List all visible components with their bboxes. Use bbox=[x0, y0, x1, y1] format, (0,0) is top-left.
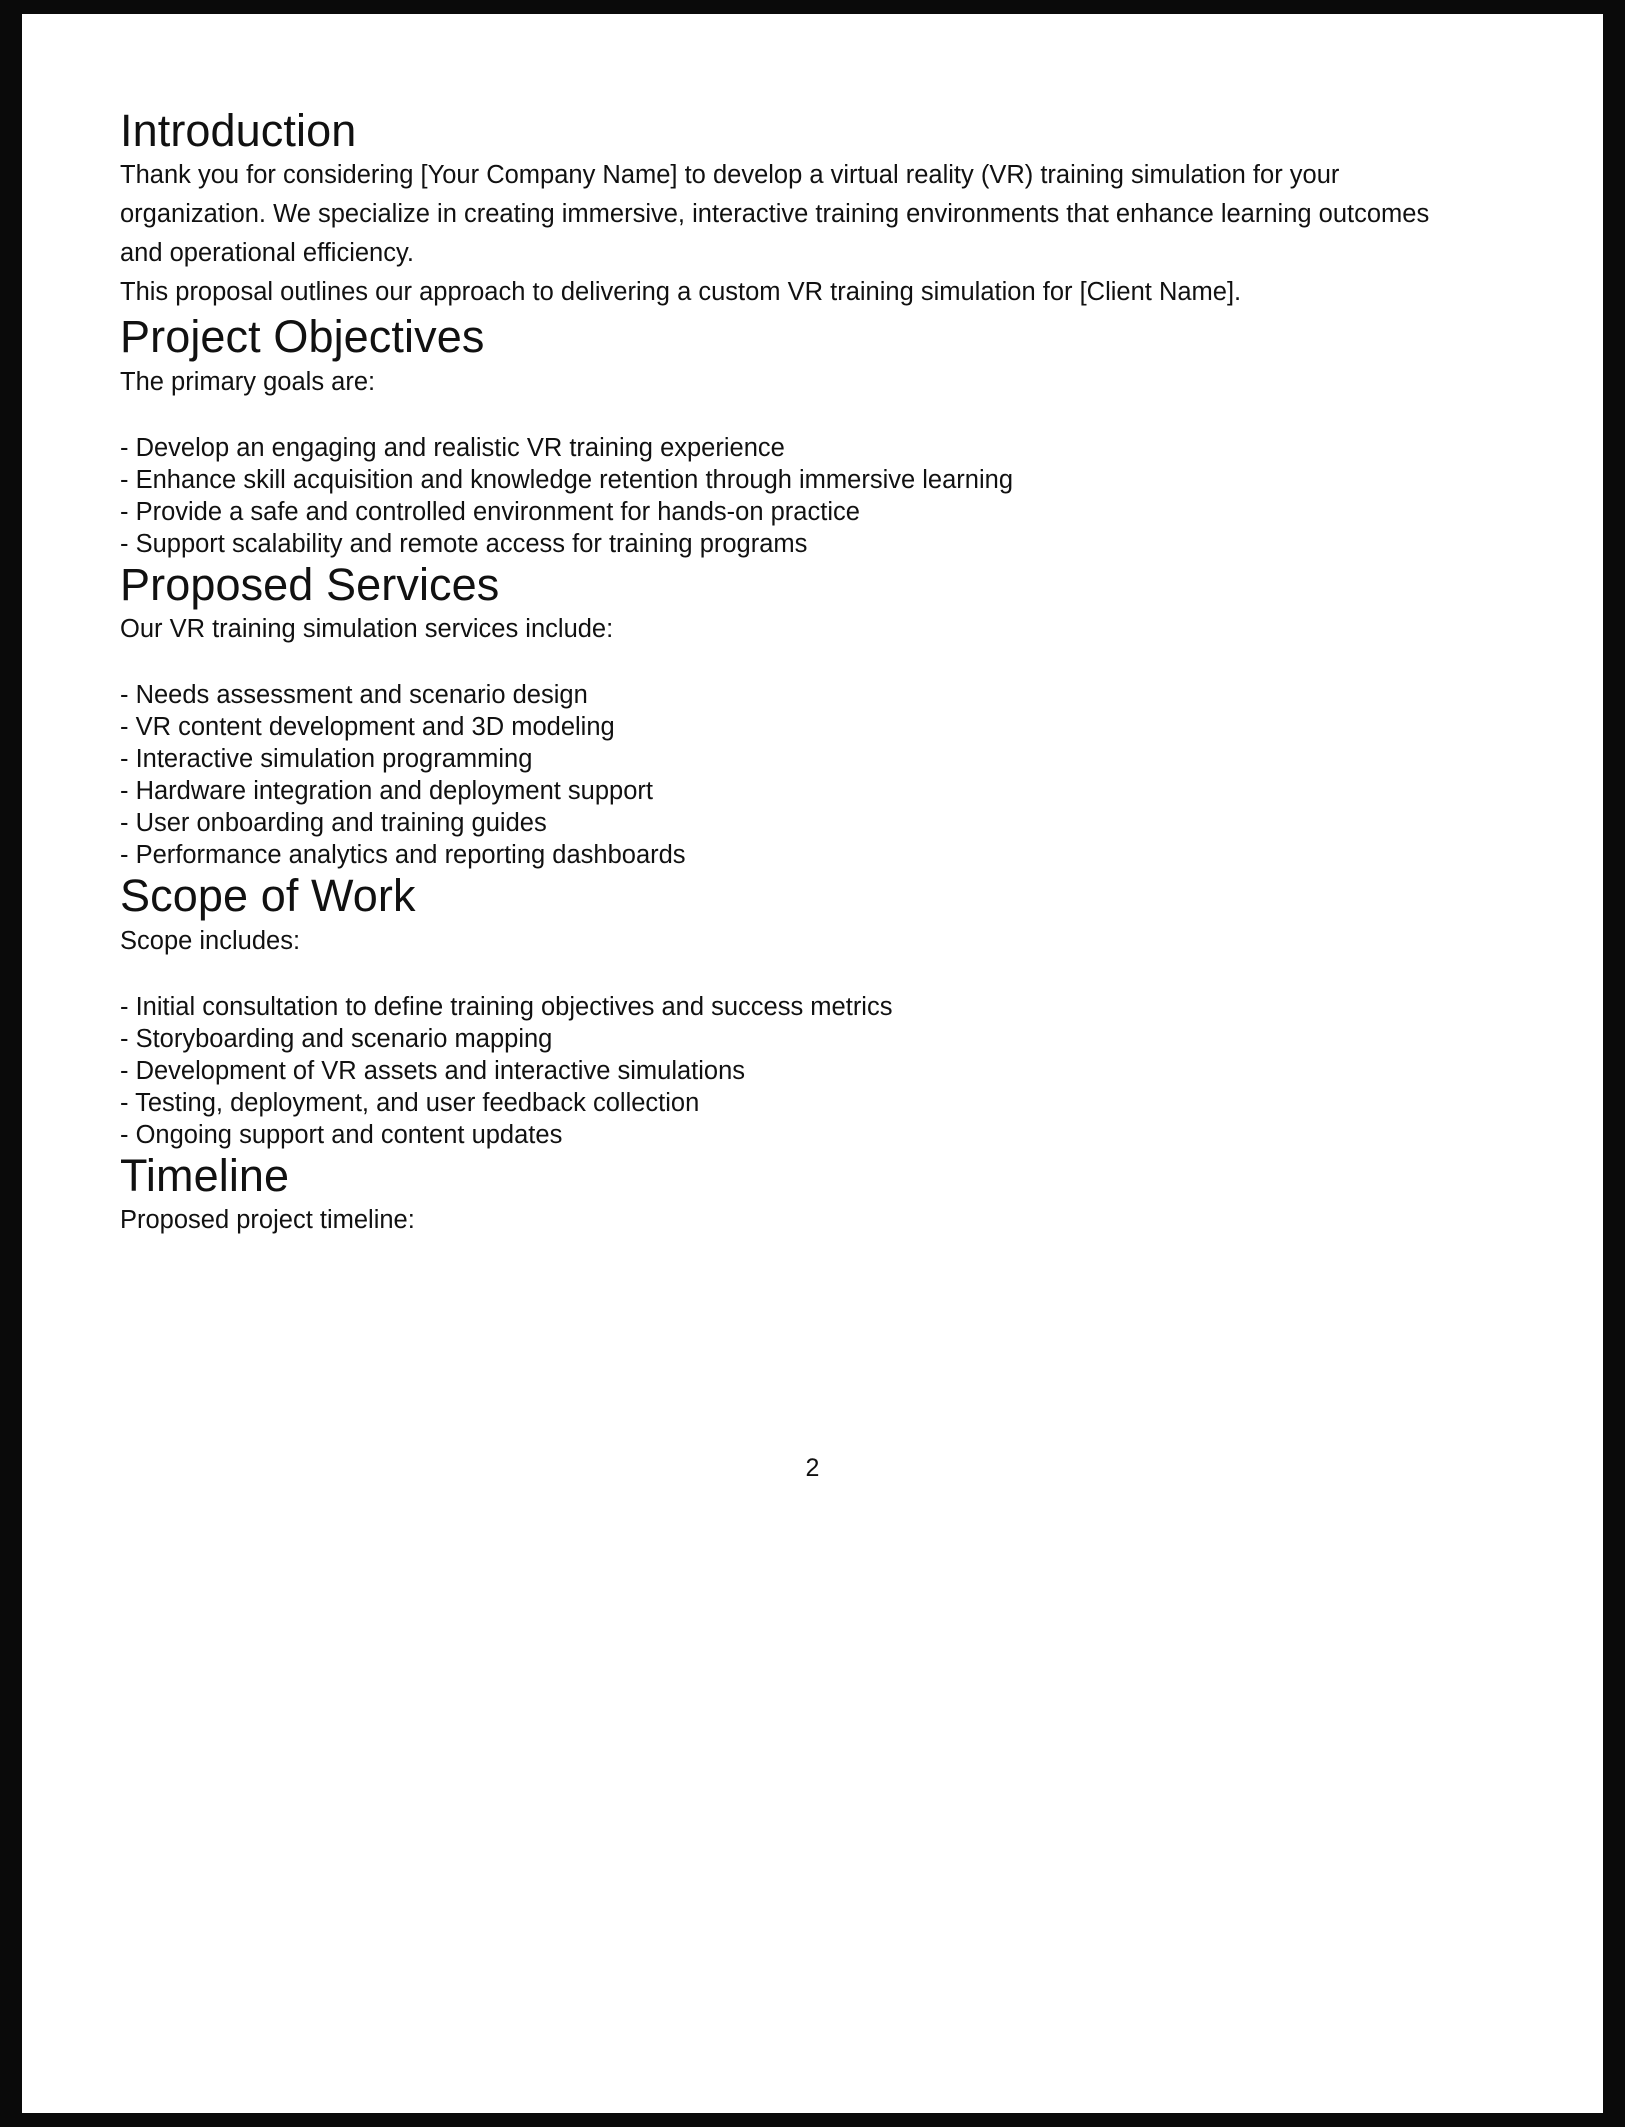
heading-project-objectives: Project Objectives bbox=[120, 311, 485, 363]
heading-proposed-services: Proposed Services bbox=[120, 558, 500, 610]
list-item: - Ongoing support and content updates bbox=[120, 1120, 563, 1149]
list-item: - Hardware integration and deployment support bbox=[120, 777, 653, 806]
paragraph-introduction-1: Thank you for considering [Your Company Name] to develop a virtual reality (VR) training simulation for your organization. We specialize in creating immersive, interactive training environments that enhance learning outcomes and operational efficiency. bbox=[120, 161, 1430, 268]
intro-timeline: Proposed project timeline: bbox=[120, 1205, 415, 1234]
heading-scope-of-work: Scope of Work bbox=[120, 870, 416, 922]
list-item: - Needs assessment and scenario design bbox=[120, 681, 588, 710]
list-item: - Initial consultation to define training objectives and success metrics bbox=[120, 992, 893, 1021]
list-item: - Support scalability and remote access for training programs bbox=[120, 529, 808, 558]
heading-timeline: Timeline bbox=[120, 1149, 290, 1201]
list-item: - Development of VR assets and interactive simulations bbox=[120, 1056, 746, 1085]
list-item: - Storyboarding and scenario mapping bbox=[120, 1024, 553, 1053]
list-item: - Enhance skill acquisition and knowledge retention through immersive learning bbox=[120, 465, 1013, 494]
list-item: - Develop an engaging and realistic VR training experience bbox=[120, 433, 785, 462]
paragraph-introduction-2: This proposal outlines our approach to delivering a custom VR training simulation for [Client Name]. bbox=[120, 278, 1242, 307]
list-item: - User onboarding and training guides bbox=[120, 809, 547, 838]
page-number: 2 bbox=[805, 1454, 820, 1482]
list-item: - Performance analytics and reporting dashboards bbox=[120, 841, 686, 870]
list-item: - Interactive simulation programming bbox=[120, 745, 533, 774]
heading-introduction: Introduction bbox=[120, 105, 357, 156]
list-item: - VR content development and 3D modeling bbox=[120, 713, 615, 742]
list-item: - Provide a safe and controlled environment for hands-on practice bbox=[120, 497, 860, 526]
list-project-objectives bbox=[120, 432, 1460, 560]
intro-proposed-services: Our VR training simulation services include: bbox=[120, 615, 614, 644]
list-proposed-services bbox=[120, 679, 1460, 871]
list-item: - Testing, deployment, and user feedback collection bbox=[120, 1088, 700, 1117]
intro-project-objectives: The primary goals are: bbox=[120, 367, 376, 396]
list-scope-of-work bbox=[120, 991, 1460, 1151]
intro-scope-of-work: Scope includes: bbox=[120, 926, 301, 955]
document-content bbox=[120, 106, 1460, 1240]
page-sheet bbox=[22, 14, 1603, 2113]
